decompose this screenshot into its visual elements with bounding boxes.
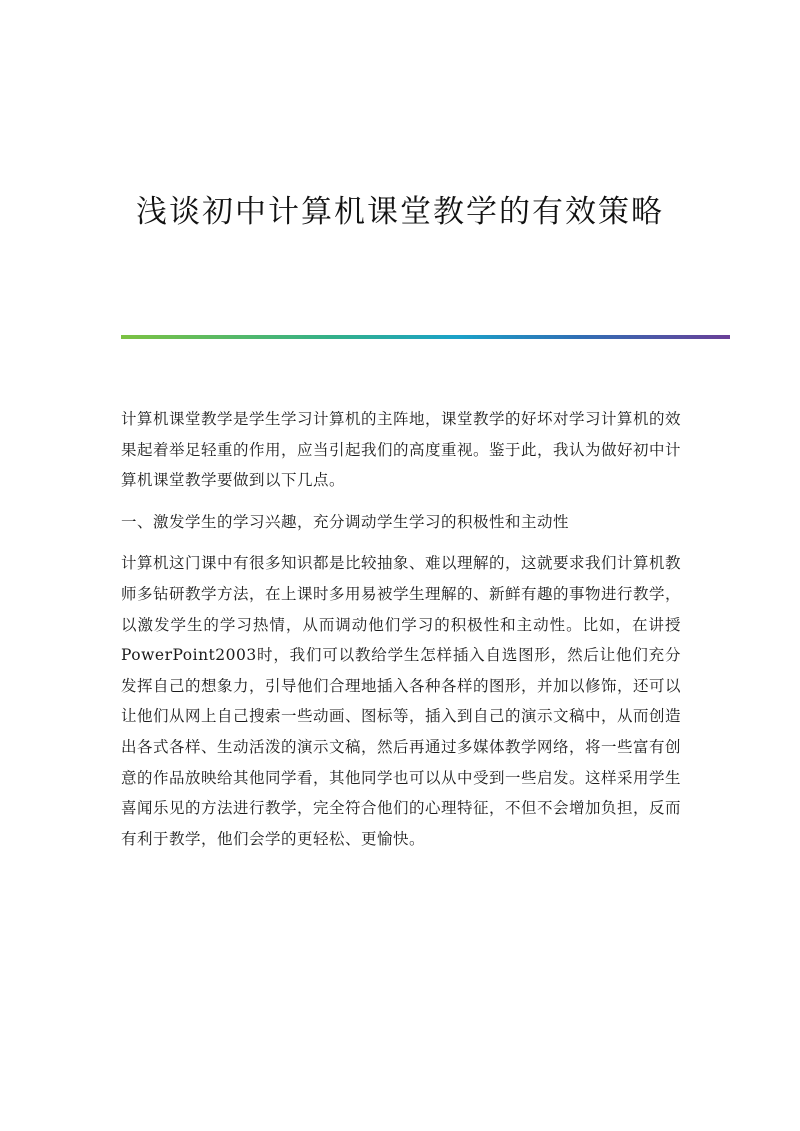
section-paragraph: 计算机这门课中有很多知识都是比较抽象、难以理解的，这就要求我们计算机教师多钻研教学方法，在上课时多用易被学生理解的、新鲜有趣的事物进行教学，以激发学生的学习热情，从而调动他们学习的积极性和主动性。比如，在讲授PowerPoint2003时，我们可以教给学生怎样插入自选图形，然后让他们充分发挥自己的想象力，引导他们合理地插入各种各样的图形，并加以修饰，还可以让他们从网上自己搜索一些动画、图标等，插入到自己的演示文稿中，从而创造出各式各样、生动活泼的演示文稿，然后再通过多媒体教学网络，将一些富有创意的作品放映给其他同学看，其他同学也可以从中受到一些启发。这样采用学生喜闻乐见的方法进行教学，完全符合他们的心理特征，不但不会增加负担，反而有利于教学，他们会学的更轻松、更愉快。 <box>121 554 682 848</box>
section-heading: 一、激发学生的学习兴趣，充分调动学生学习的积极性和主动性 <box>121 512 570 531</box>
document-body <box>121 404 681 865</box>
document-title: 浅谈初中计算机课堂教学的有效策略 <box>136 194 664 230</box>
title-divider <box>121 335 730 339</box>
intro-paragraph: 计算机课堂教学是学生学习计算机的主阵地，课堂教学的好坏对学习计算机的效果起着举足轻重的作用，应当引起我们的高度重视。鉴于此，我认为做好初中计算机课堂教学要做到以下几点。 <box>121 410 682 490</box>
